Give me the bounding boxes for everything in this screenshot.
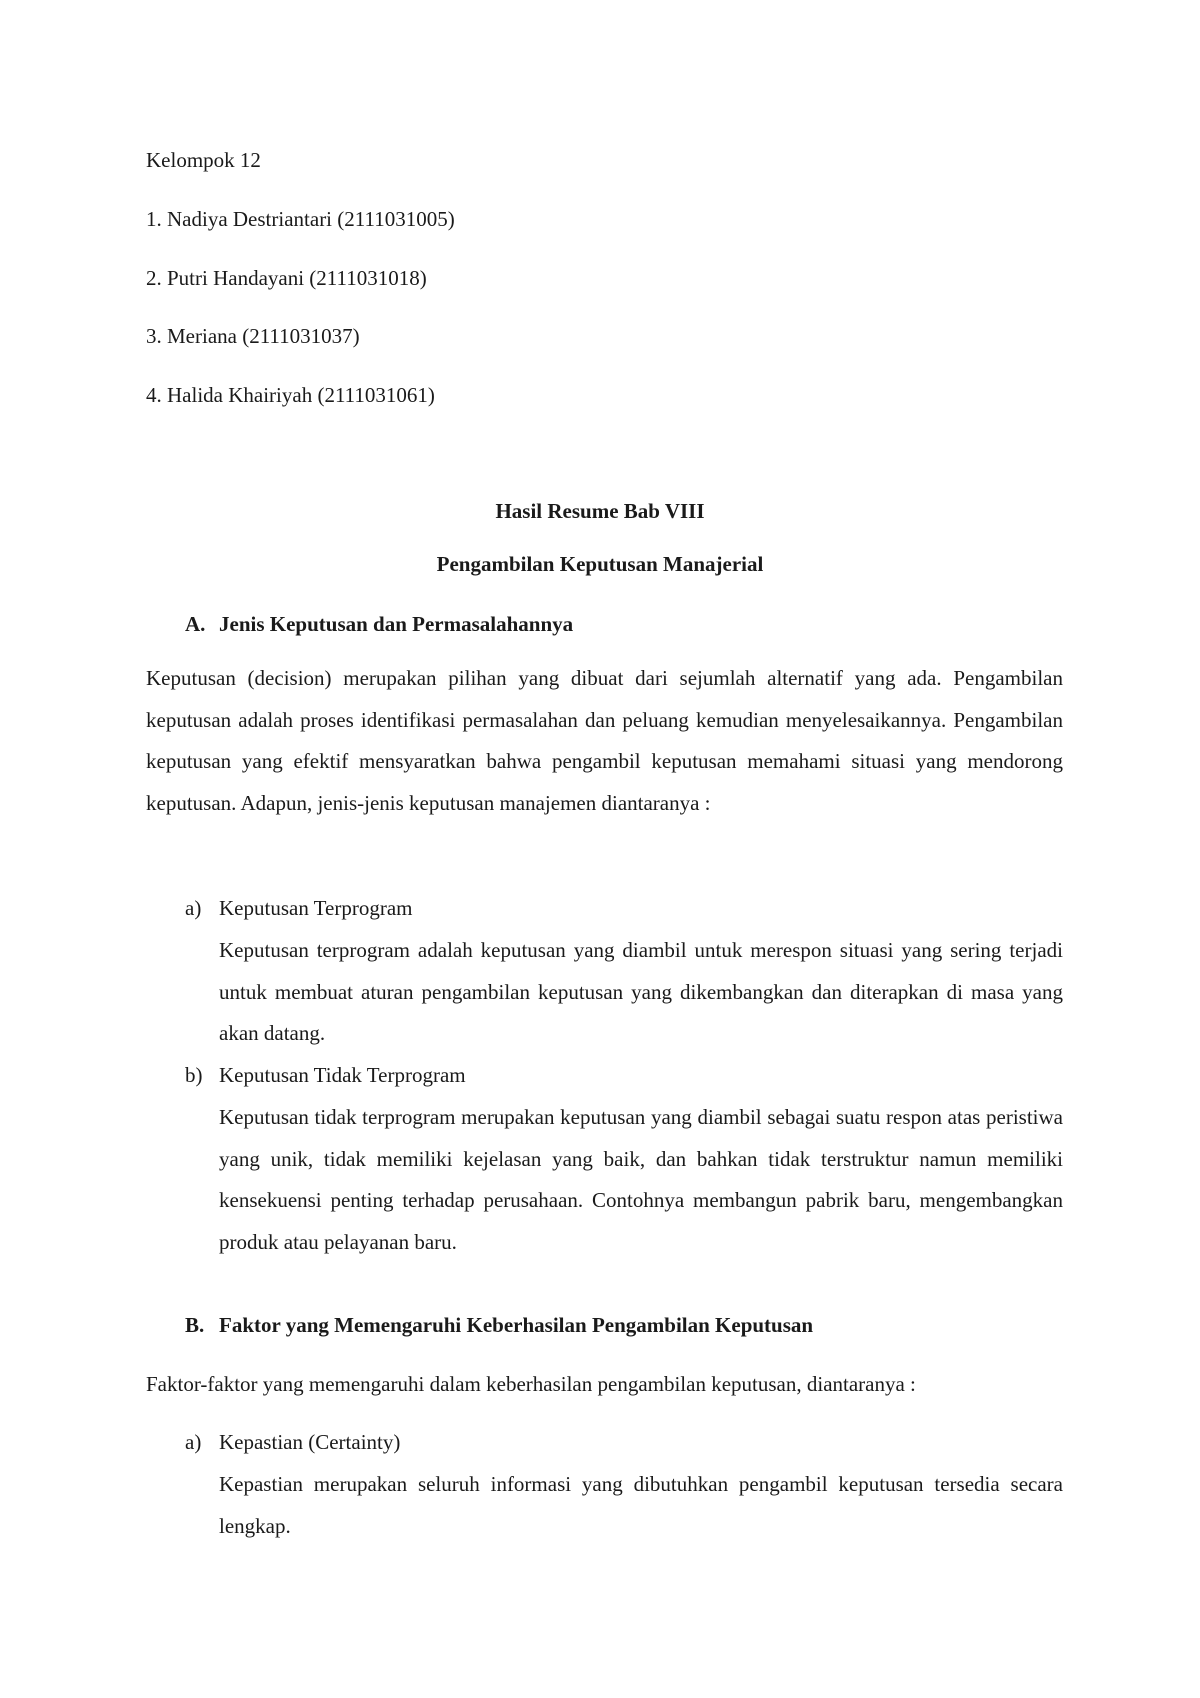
item-b-a-body: Kepastian merupakan seluruh informasi yang dibutuhkan pengambil keputusan tersedia secara lengkap.: [219, 1472, 1063, 1538]
group-title: Kelompok 12: [146, 148, 261, 172]
member-3: 3. Meriana (2111031037): [146, 324, 360, 348]
item-b-title: Keputusan Tidak Terprogram: [219, 1063, 466, 1087]
item-a-body: Keputusan terprogram adalah keputusan yang diambil untuk merespon situasi yang sering terjadi untuk membuat aturan pengambilan keputusan yang dikembangkan dan diterapkan di masa yang akan datang.: [219, 938, 1063, 1045]
section-b-marker: B.: [185, 1313, 205, 1337]
document-subtitle: Pengambilan Keputusan Manajerial: [436, 552, 764, 576]
member-2: 2. Putri Handayani (2111031018): [146, 266, 427, 290]
section-a-intro: Keputusan (decision) merupakan pilihan yang dibuat dari sejumlah alternatif yang ada. Pengambilan keputusan adalah proses identifikasi permasalahan dan peluang kemudian menyelesaikannya. Pengambilan keputusan yang efektif mensyaratkan bahwa pengambil keputusan memahami situasi yang mendorong keputusan. Adapun, jenis-jenis keputusan manajemen diantaranya :: [146, 666, 1063, 815]
item-a-marker: a): [185, 896, 202, 920]
item-b-body: Keputusan tidak terprogram merupakan keputusan yang diambil sebagai suatu respon atas peristiwa yang unik, tidak memiliki kejelasan yang baik, dan bahkan tidak terstruktur namun memiliki kensekuensi penting terhadap perusahaan. Contohnya membangun pabrik baru, mengembangkan produk atau pelayanan baru.: [219, 1105, 1063, 1254]
section-b-heading: Faktor yang Memengaruhi Keberhasilan Pengambilan Keputusan: [219, 1313, 814, 1337]
item-b-a-title: Kepastian (Certainty): [219, 1430, 401, 1454]
item-a-title: Keputusan Terprogram: [219, 896, 413, 920]
section-b-intro: Faktor-faktor yang memengaruhi dalam keberhasilan pengambilan keputusan, diantaranya :: [146, 1372, 916, 1396]
document-title: Hasil Resume Bab VIII: [495, 499, 705, 523]
member-1: 1. Nadiya Destriantari (2111031005): [146, 207, 455, 231]
section-a-marker: A.: [185, 612, 206, 636]
item-b-a-marker: a): [185, 1430, 202, 1454]
section-a-heading: Jenis Keputusan dan Permasalahannya: [219, 612, 574, 636]
member-4: 4. Halida Khairiyah (2111031061): [146, 383, 435, 407]
item-b-marker: b): [185, 1063, 203, 1087]
